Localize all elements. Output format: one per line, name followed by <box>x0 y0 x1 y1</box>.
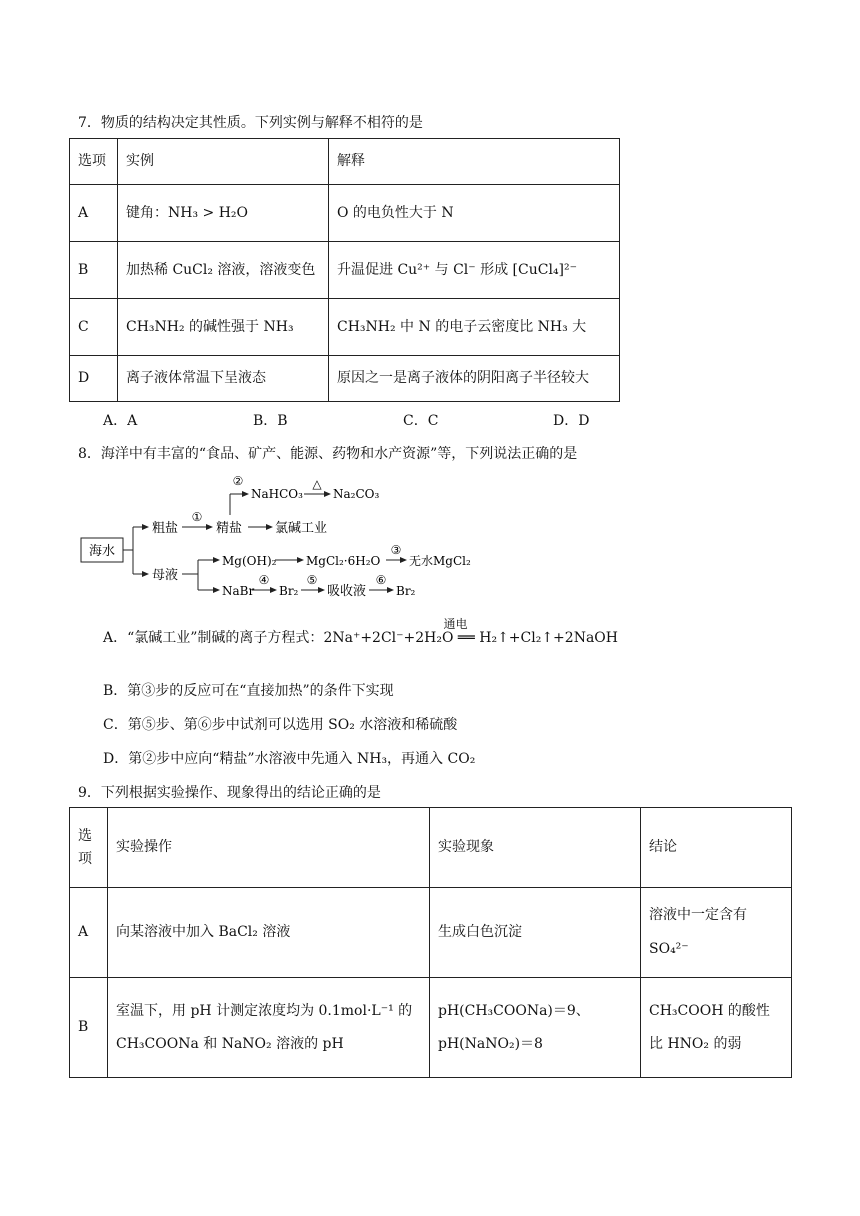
header-option: 选项 <box>70 139 118 185</box>
row-explanation: O 的电负性大于 N <box>329 185 620 242</box>
table-row <box>70 888 792 978</box>
q7-option-a[interactable]: A．A <box>103 413 138 429</box>
absorb-liquid-label: 吸收液 <box>327 584 367 599</box>
q7-option-c[interactable]: C．C <box>403 413 439 429</box>
header-operation: 实验操作 <box>108 808 430 888</box>
seawater-process-diagram <box>78 470 518 605</box>
table-row <box>70 978 792 1078</box>
table-header-row <box>70 808 792 888</box>
row-explanation: 升温促进 Cu²⁺ 与 Cl⁻ 形成 [CuCl₄]²⁻ <box>329 242 620 299</box>
q7-table <box>69 138 620 402</box>
q8-title: 8．海洋中有丰富的“食品、矿产、能源、药物和水产资源”等，下列说法正确的是 <box>78 446 578 462</box>
q8-option-b[interactable]: B．第③步的反应可在“直接加热”的条件下实现 <box>103 683 394 699</box>
equation-text: 2Na⁺+2Cl⁻+2H₂O ══ H₂↑+Cl₂↑+2NaOH <box>323 630 618 646</box>
equation <box>323 617 618 646</box>
row-example: 加热稀 CuCl₂ 溶液，溶液变色 <box>118 242 329 299</box>
step-2-label: ② <box>232 474 244 488</box>
q8-option-a-text: A．“氯碱工业”制碱的离子方程式： <box>103 630 324 646</box>
nahco3-label: NaHCO₃ <box>251 487 303 501</box>
row-explanation: CH₃NH₂ 中 N 的电子云密度比 NH₃ 大 <box>329 299 620 356</box>
row-operation: 向某溶液中加入 BaCl₂ 溶液 <box>108 888 430 978</box>
q8-option-d[interactable]: D．第②步中应向“精盐”水溶液中先通入 NH₃，再通入 CO₂ <box>103 751 476 767</box>
nabr-label: NaBr <box>222 584 255 598</box>
header-option: 选项 <box>70 808 108 888</box>
q9-title: 9．下列根据实验操作、现象得出的结论正确的是 <box>78 785 381 801</box>
row-option: D <box>70 356 118 402</box>
q7-options <box>103 410 589 430</box>
table-row <box>70 185 620 242</box>
row-conclusion: CH₃COOH 的酸性比 HNO₂ 的弱 <box>641 978 792 1078</box>
row-example: 键角：NH₃ > H₂O <box>118 185 329 242</box>
header-phenomenon: 实验现象 <box>430 808 641 888</box>
mother-liquor-label: 母液 <box>152 568 179 583</box>
br2-second-label: Br₂ <box>396 584 416 598</box>
row-option: B <box>70 242 118 299</box>
na2co3-label: Na₂CO₃ <box>333 487 380 501</box>
row-explanation: 原因之一是离子液体的阴阳离子半径较大 <box>329 356 620 402</box>
table-row <box>70 356 620 402</box>
q9-table <box>69 807 792 1078</box>
row-option: C <box>70 299 118 356</box>
table-header-row <box>70 139 620 185</box>
step-6-label: ⑥ <box>375 573 387 587</box>
row-option: A <box>70 888 108 978</box>
row-option: B <box>70 978 108 1078</box>
row-example: CH₃NH₂ 的碱性强于 NH₃ <box>118 299 329 356</box>
step-3-label: ③ <box>390 543 402 557</box>
table-row <box>70 299 620 356</box>
row-phenomenon: 生成白色沉淀 <box>430 888 641 978</box>
step-1-label: ① <box>191 510 203 524</box>
header-explanation: 解释 <box>329 139 620 185</box>
seawater-label: 海水 <box>88 544 116 559</box>
q7-title: 7．物质的结构决定其性质。下列实例与解释不相符的是 <box>78 115 423 131</box>
q8-option-a[interactable] <box>103 617 618 647</box>
row-option: A <box>70 185 118 242</box>
heat-symbol: △ <box>312 477 322 491</box>
crude-salt-label: 粗盐 <box>152 521 179 536</box>
chlor-alkali-label: 氯碱工业 <box>275 521 328 536</box>
step-5-label: ⑤ <box>306 573 318 587</box>
mgcl2-hydrate-label: MgCl₂·6H₂O <box>306 554 381 568</box>
br2-first-label: Br₂ <box>279 584 299 598</box>
anhydrous-mgcl2-label: 无水MgCl₂ <box>409 554 471 568</box>
q7-option-d[interactable]: D．D <box>553 413 590 429</box>
table-row <box>70 242 620 299</box>
mgoh2-label: Mg(OH)₂ <box>222 554 277 568</box>
electrolysis-condition: 通电 <box>443 617 468 631</box>
step-4-label: ④ <box>258 573 270 587</box>
header-conclusion: 结论 <box>641 808 792 888</box>
q7-option-b[interactable]: B．B <box>253 413 288 429</box>
row-example: 离子液体常温下呈液态 <box>118 356 329 402</box>
row-conclusion: 溶液中一定含有 SO₄²⁻ <box>641 888 792 978</box>
row-operation: 室温下，用 pH 计测定浓度均为 0.1mol·L⁻¹ 的 CH₃COONa 和 NaNO₂ 溶液的 pH <box>108 978 430 1078</box>
refined-salt-label: 精盐 <box>216 521 243 536</box>
header-example: 实例 <box>118 139 329 185</box>
row-phenomenon: pH(CH₃COONa)＝9、pH(NaNO₂)＝8 <box>430 978 641 1078</box>
q8-option-c[interactable]: C．第⑤步、第⑥步中试剂可以选用 SO₂ 水溶液和稀硫酸 <box>103 717 458 733</box>
